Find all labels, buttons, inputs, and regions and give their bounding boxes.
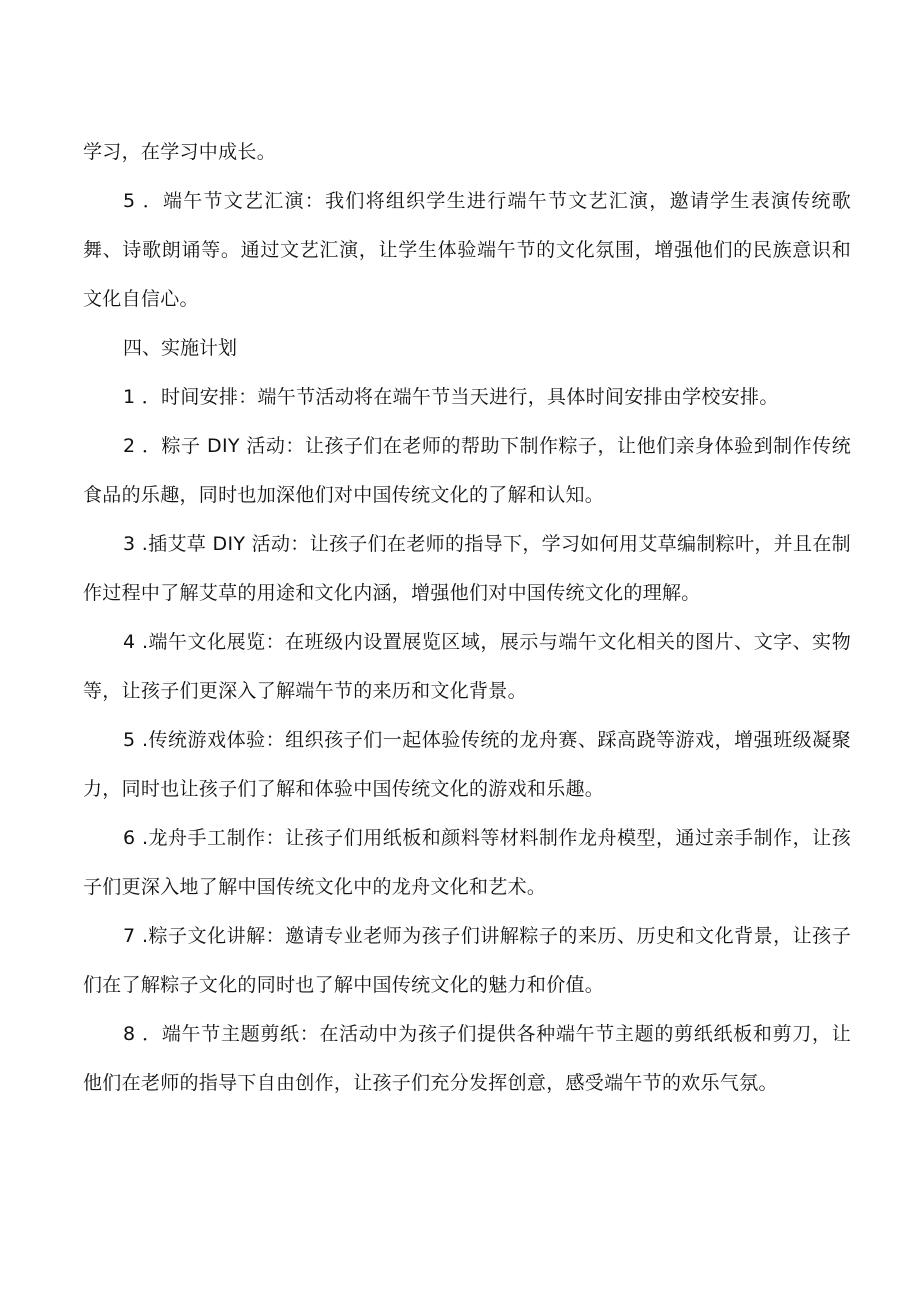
section-heading: 四、实施计划 xyxy=(123,337,238,359)
plan-item: 4 .端午文化展览：在班级内设置展览区域，展示与端午文化相关的图片、文字、实物等，让孩子们更深入了解端午节的来历和文化背景。 xyxy=(83,631,851,702)
document-body xyxy=(83,128,851,1108)
plan-item: 8 ．端午节主题剪纸：在活动中为孩子们提供各种端午节主题的剪纸纸板和剪刀，让他们在老师的指导下自由创作，让孩子们充分发挥创意，感受端午节的欢乐气氛。 xyxy=(83,1023,851,1094)
plan-item: 7 .粽子文化讲解：邀请专业老师为孩子们讲解粽子的来历、历史和文化背景，让孩子们在了解粽子文化的同时也了解中国传统文化的魅力和价值。 xyxy=(83,925,851,996)
plan-item: 1 ．时间安排：端午节活动将在端午节当天进行，具体时间安排由学校安排。 xyxy=(123,386,779,408)
continuation-paragraph: 学习，在学习中成长。 xyxy=(83,141,277,163)
plan-item: 2 ．粽子 DIY 活动：让孩子们在老师的帮助下制作粽子，让他们亲身体验到制作传统食品的乐趣，同时也加深他们对中国传统文化的了解和认知。 xyxy=(83,435,851,506)
plan-item: 6 .龙舟手工制作：让孩子们用纸板和颜料等材料制作龙舟模型，通过亲手制作，让孩子们更深入地了解中国传统文化中的龙舟文化和艺术。 xyxy=(83,827,851,898)
plan-item: 3 .插艾草 DIY 活动：让孩子们在老师的指导下，学习如何用艾草编制粽叶，并且在制作过程中了解艾草的用途和文化内涵，增强他们对中国传统文化的理解。 xyxy=(83,533,851,604)
arts-performance-paragraph: 5 ．端午节文艺汇演：我们将组织学生进行端午节文艺汇演，邀请学生表演传统歌舞、诗歌朗诵等。通过文艺汇演，让学生体验端午节的文化氛围，增强他们的民族意识和文化自信心。 xyxy=(83,190,851,310)
plan-item: 5 .传统游戏体验：组织孩子们一起体验传统的龙舟赛、踩高跷等游戏，增强班级凝聚力，同时也让孩子们了解和体验中国传统文化的游戏和乐趣。 xyxy=(83,729,851,800)
